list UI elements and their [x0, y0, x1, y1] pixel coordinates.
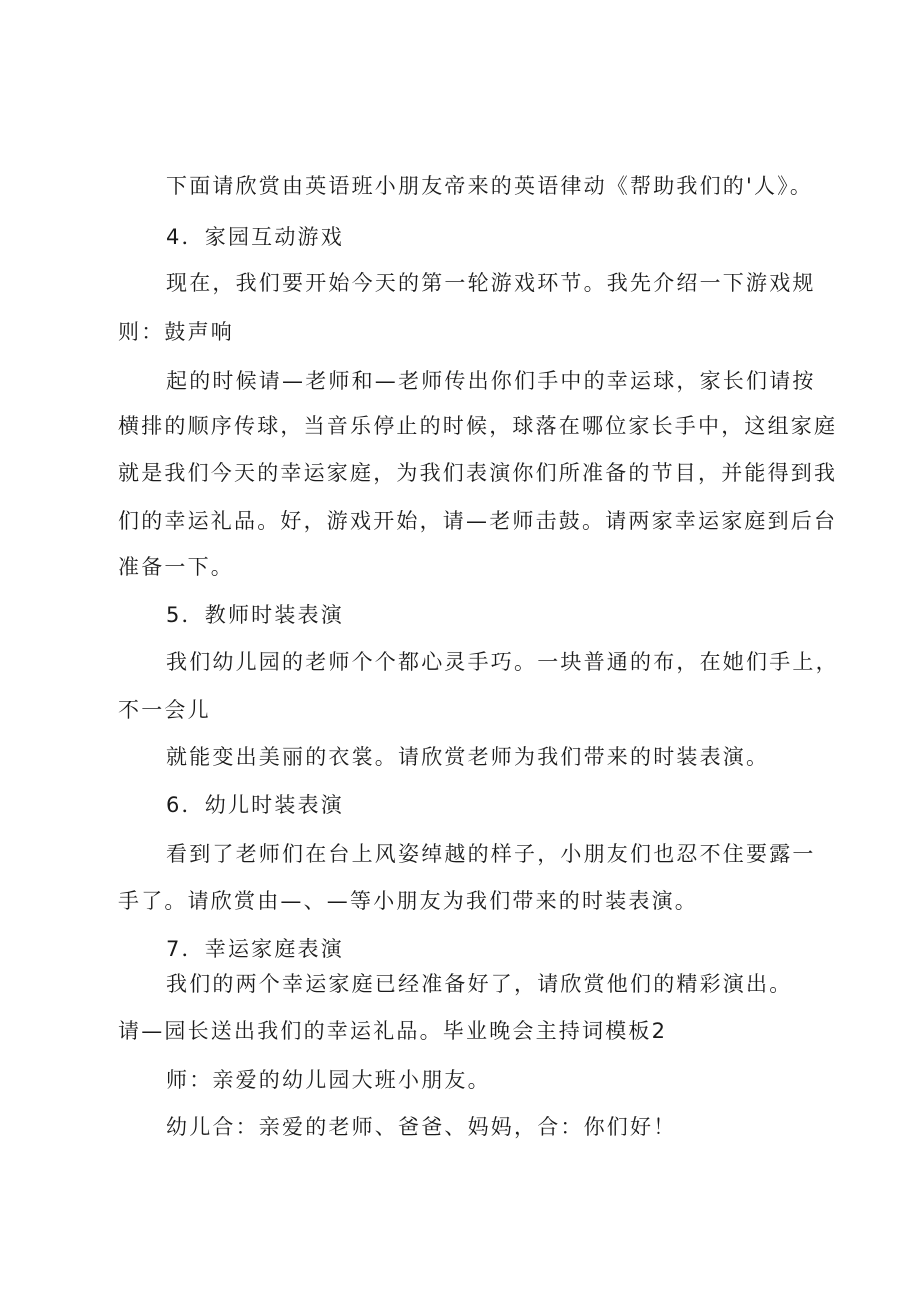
paragraph-line: 横排的顺序传球，当音乐停止的时候，球落在哪位家长手中，这组家庭 — [118, 414, 838, 438]
paragraph-line: 就能变出美丽的衣裳。请欣赏老师为我们带来的时装表演。 — [166, 745, 770, 769]
section-heading-7: 7．幸运家庭表演 — [166, 937, 344, 961]
paragraph-line: 下面请欣赏由英语班小朋友帝来的英语律动《帮助我们的'人》。 — [166, 174, 814, 198]
paragraph-line: 看到了老师们在台上风姿绰越的样子，小朋友们也忍不住要露一 — [166, 842, 816, 866]
paragraph-line: 准备一下。 — [118, 555, 234, 579]
paragraph-line: 请—园长送出我们的幸运礼品。毕业晚会主持词模板2 — [118, 1019, 668, 1043]
section-heading-4: 4．家园互动游戏 — [166, 225, 344, 249]
dialogue-line: 幼儿合：亲爱的老师、爸爸、妈妈，合：你们好！ — [166, 1115, 677, 1139]
paragraph-line: 起的时候请—老师和—老师传出你们手中的幸运球，家长们请按 — [166, 369, 816, 393]
dialogue-line: 师：亲爱的幼儿园大班小朋友。 — [166, 1068, 491, 1092]
paragraph-line: 手了。请欣赏由—、—等小朋友为我们带来的时装表演。 — [118, 889, 698, 913]
paragraph-line: 我们幼儿园的老师个个都心灵手巧。一块普通的布，在她们手上， — [166, 650, 839, 674]
paragraph-line: 就是我们今天的幸运家庭，为我们表演你们所准备的节目，并能得到我 — [118, 461, 838, 485]
paragraph-line: 现在，我们要开始今天的第一轮游戏环节。我先介绍一下游戏规 — [166, 271, 816, 295]
paragraph-line: 不一会儿 — [118, 698, 211, 722]
paragraph-line: 则：鼓声响 — [118, 320, 234, 344]
paragraph-line: 们的幸运礼品。好，游戏开始，请—老师击鼓。请两家幸运家庭到后台 — [118, 509, 838, 533]
section-heading-5: 5．教师时装表演 — [166, 603, 344, 627]
paragraph-line: 我们的两个幸运家庭已经准备好了，请欣赏他们的精彩演出。 — [166, 972, 793, 996]
section-heading-6: 6．幼儿时装表演 — [166, 793, 344, 817]
